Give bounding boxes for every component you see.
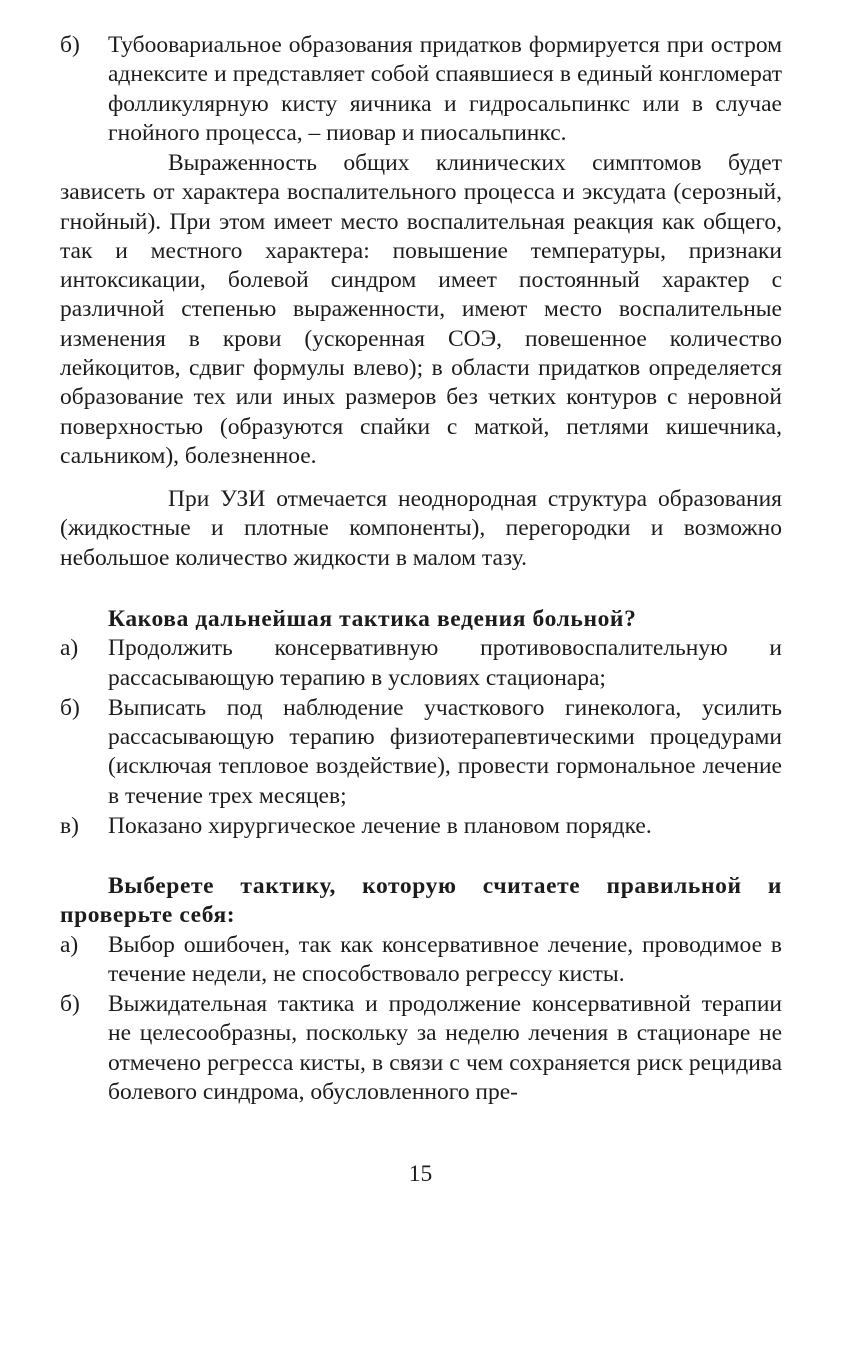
page-number: 15 <box>408 1161 433 1187</box>
answer-marker: а) <box>60 931 79 958</box>
list-marker: б) <box>60 32 80 58</box>
answer-text: Выбор ошибочен, так как консервативное лечение, проводимое в течение недели, не способствовало регрессу кисты. <box>108 931 782 987</box>
paragraph-ultrasound: При УЗИ отмечается неоднородная структура образования (жидкостные и плотные компоненты), перегородки и возможно небольшое количество жидкости в малом тазу. <box>60 486 782 571</box>
body-paragraphs-2 <box>60 485 782 573</box>
option-item[interactable] <box>60 694 782 811</box>
question-heading: Какова дальнейшая тактика ведения больной? <box>108 606 637 632</box>
answer-item <box>60 990 782 1107</box>
option-item[interactable] <box>60 812 782 841</box>
option-marker: в) <box>60 813 79 840</box>
paragraph-clinical-symptoms: Выраженность общих клинических симптомов будет зависеть от характера воспалительного процесса и эксудата (серозный, гнойный). При этом имеет место воспалительная реакция как общего, так и местного характера: повышение температуры, признаки интоксикации, болевой синдром имеет постоянный характер с различной степенью выраженности, имеют место воспалительные изменения в крови (ускоренная СОЭ, повешенное количество лейкоцитов, сдвиг формулы влево); в области придатков определяется образование тех или иных размеров без четких контуров с неровной поверхностью (образуются спайки с маткой, петлями кишечника, сальником), болезненное. <box>60 150 782 469</box>
body-paragraphs <box>60 149 782 471</box>
check-section <box>60 872 782 1108</box>
intro-item <box>60 31 782 148</box>
option-item[interactable] <box>60 634 782 693</box>
option-marker: б) <box>60 694 80 721</box>
option-text: Продолжить консервативную противовоспалительную и рассасывающую терапию в условиях стационара; <box>108 635 782 691</box>
answer-item <box>60 931 782 990</box>
check-heading: Выберете тактику, которую считаете правильной и проверьте себя: <box>60 873 782 929</box>
option-text: Выписать под наблюдение участкового гинеколога, усилить рассасывающую терапию физиотерапевтическими процедурами (исключая тепловое воздействие), провести гормональное лечение в течение трех месяцев; <box>108 694 782 809</box>
answer-text: Выжидательная тактика и продолжение консервативной терапии не целесообразны, поскольку за неделю лечения в стационаре не отмечено регресса кисты, в связи с чем сохраняется риск рецидива болевого синдрома, обусловленного пре- <box>108 991 782 1106</box>
option-text: Показано хирургическое лечение в плановом порядке. <box>108 813 652 840</box>
question-section <box>60 605 782 842</box>
option-marker: а) <box>60 635 79 662</box>
list-item-text: Тубоовариальное образования придатков формируется при остром аднексите и представляет собой спаявшиеся в единый конгломерат фолликулярную кисту яичника и гидросальпинкс или в случае гнойного процесса, – пиовар и пиосальпинкс. <box>108 32 782 146</box>
answer-marker: б) <box>60 991 80 1018</box>
